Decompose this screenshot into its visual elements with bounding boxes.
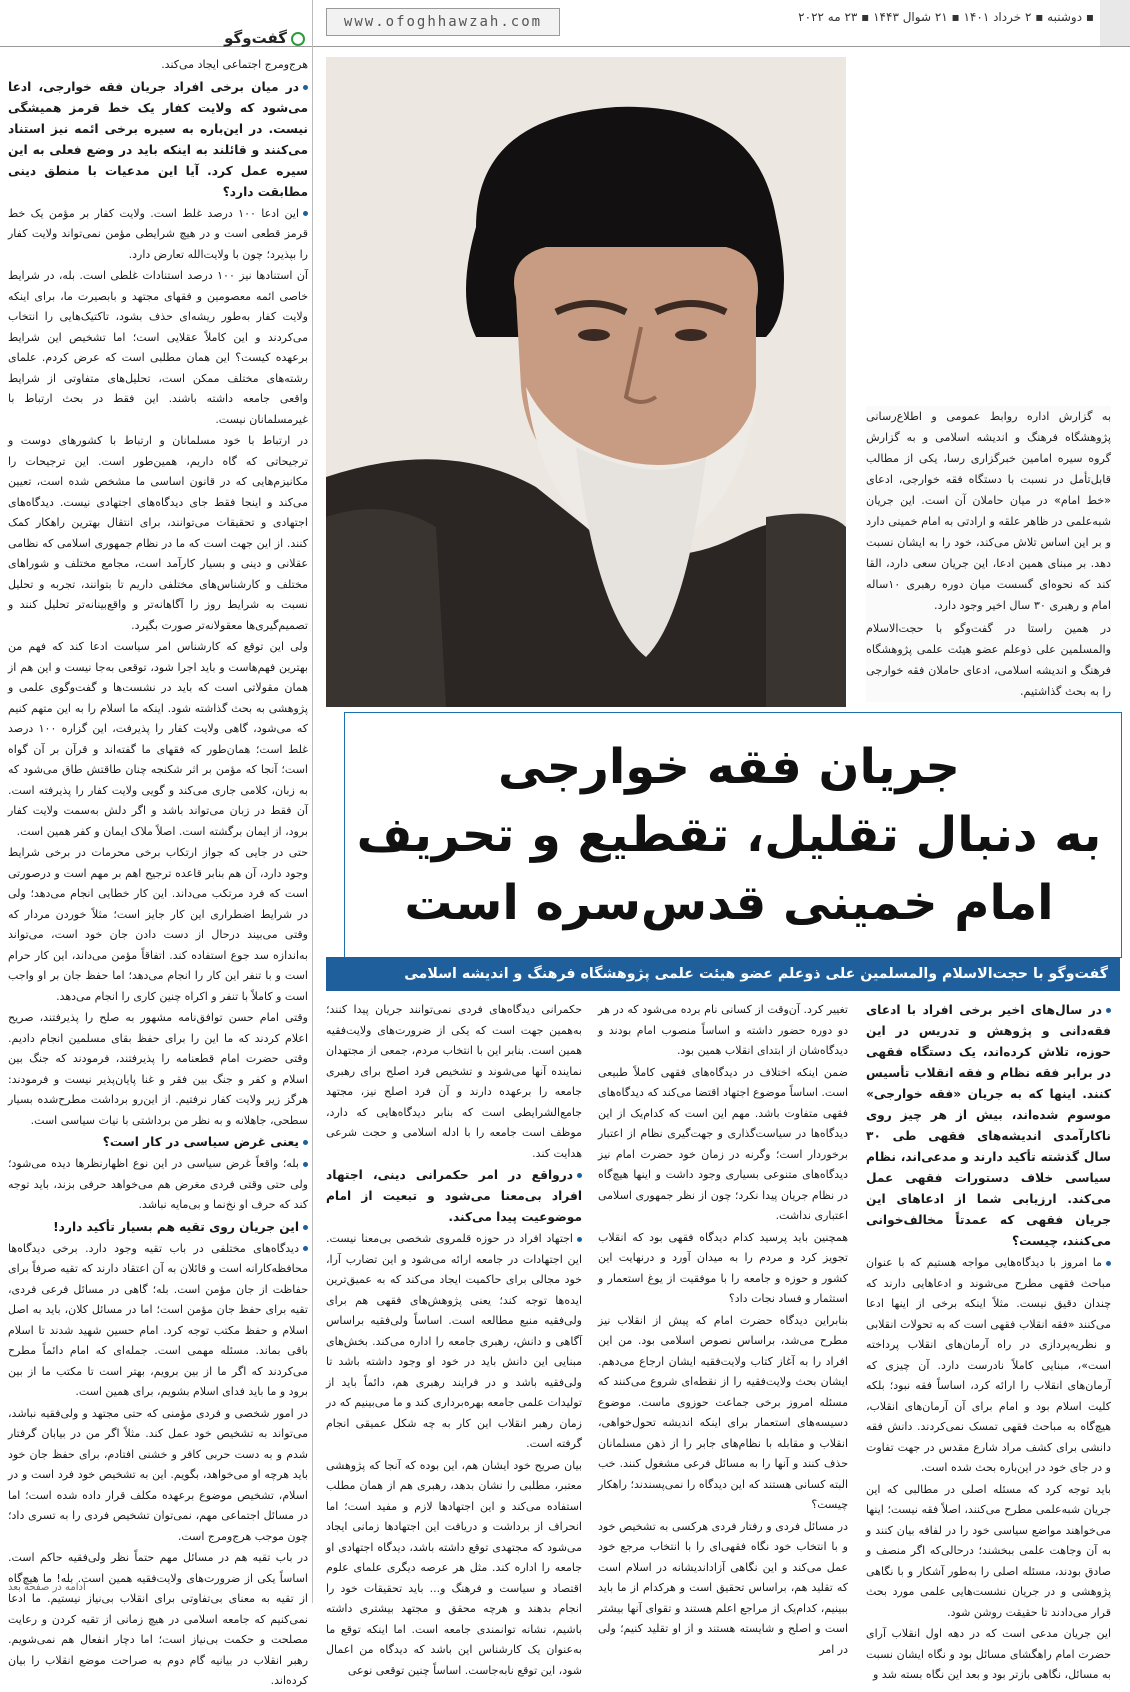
column-divider [312,0,313,1603]
bullet-icon [303,1246,308,1251]
paragraph: وقتی امام حسن توافق‌نامه مشهور به صلح را پذیرفتند، صریح اعلام کردند که ما این را برای حفظ بقای مسلمین انجام دادیم. وقتی حضرت امام قطعنامه را پذیرفتند، فرمودند که جنگ بین اسلام و کفر و جنگ بین فقر و غنا پایان‌پذیر نیست و فرمودند: هرگز زیر ولایت کفار نرفتیم. از این‌رو برداشت مطرح‌شده بسیار سطحی، جاهلانه و به نظر من برداشتی با نیات سیاسی است. [8,1011,308,1127]
headline [345,733,1121,937]
bullet-icon [303,211,308,216]
article-column-3 [326,1000,582,1677]
portrait-illustration [326,57,846,707]
question [8,1132,308,1153]
intro-box [866,406,1111,702]
paragraph [8,1154,308,1216]
continued-note: ادامه در صفحه بعد [8,1582,86,1593]
page-corner-box [1100,0,1130,46]
headline-box [344,712,1122,958]
question-text: این جریان روی تقیه هم بسیار تأکید دارد! [53,1219,299,1234]
bullet-icon [303,1162,308,1167]
paragraph: ولی این توقع که کارشناس امر سیاست ادعا کند که فهم من بهترین فهم‌هاست و باید اجرا شود، توقعی به‌جا نیست و این هم از همان مقولاتی است که باید در نشست‌ها و گفت‌وگوی علمی و پژوهشی به بحث گذاشته شود. اینکه ما اسلام را به این متهم کنیم که می‌شود، گاهی ولایت کفار را پذیرفت، این گزاره ۱۰۰ درصد غلط است؛ همان‌طور که فقهای ما گفته‌اند و قرآن بر آن گواه است؛ آنجا که مؤمن بر اثر شکنجه چنان طاقتش طاق می‌شود که به زبان، کلامی جاری می‌کند و گویی ولایت کفار را پذیرفته است. آن فقط در زبان می‌تواند باشد و اگر دلش به‌سمت ولایت کفار برود، از ایمان برگشته است. اصلاً ملاک ایمان و کفر همین است. [8,640,309,838]
section-dot-icon [291,32,305,46]
paragraph: ضمن اینکه اختلاف در دیدگاه‌های فقهی کاملاً طبیعی است. اساساً موضوع اجتهاد اقتضا می‌کند که دیدگاه‌های فقهی متفاوت باشد. مهم این است که کدام‌یک از این دیدگاه‌ها در سیاست‌گذاری و جهت‌گیری نظام از اعتبار برخوردار است؛ وگرنه در زمان خود حضرت امام نیز دیدگاه‌های متنوعی بسیاری وجود داشت و اینها هیچ‌گاه در نظام جریان پیدا نکرد؛ چون از نظر جمهوری اسلامی اعتباری نداشت. [598,1065,848,1222]
paragraph: در امور شخصی و فردی مؤمنی که حتی مجتهد و ولی‌فقیه نباشد، می‌تواند به تشخیص خود عمل کند. مثلاً اگر من در بیابان گرفتار شدم و به دست حربی کافر و خشنی افتادم، برای حفظ جان خود باید هرچه او می‌خواهد، بگویم. این به تشخیص خود فرد است و در اسلام، تشخیص موضوع برعهده مکلف قرار داده شده است؛ اما در مسائل اجتماعی مهم، نمی‌توان تشخیص فردی را به تسری داد؛ چون موجب هرج‌ومرج است. [8,1406,308,1543]
paragraph: این جریان مدعی است که در دهه اول انقلاب آرای حضرت امام راهگشای مسائل بود و نگاه ایشان نسبت به مسائل، نگاهی بازتر بود و بعد این نگاه بسته شد و [866,1627,1111,1681]
paragraph: همچنین باید پرسید کدام دیدگاه فقهی بود که انقلاب تجویز کرد و مردم را به میدان آورد و درنهایت این کشور و حوزه و جامعه را با موفقیت از یوغ استعمار و استثمار و فساد نجات داد؟ [598,1230,848,1305]
headline-line: امام خمینی قدس‌سره است [404,875,1054,931]
paragraph: آن استنادها نیز ۱۰۰ درصد استنادات غلطی است. بله، در شرایط خاصی ائمه معصومین و فقهای مجتهد و بابصیرت ما، برای اینکه ولایت کفار به‌طور ریشه‌ای حذف بشود، تاکتیک‌هایی را انتخاب می‌کردند و این کاملاً عقلایی است؛ اما تشخیص این شرایط برعهده کیست؟ این همان مطلبی است که عرض کردم. علمای رشته‌های مختلف ممکن است، تحلیل‌های متفاوتی از شرایط واقعی جامعه داشته باشند. این فقط در بحث ارتباط با غیرمسلمانان نیست. [8,269,308,426]
bullet-icon [1106,1261,1111,1266]
question-text: یعنی غرض سیاسی در کار است؟ [102,1135,299,1149]
paragraph: بیان صریح خود ایشان هم، این بوده که آنجا که پژوهشی معتبر، مطلبی را نشان بدهد، رهبری هم از همان مطلب استفاده می‌کند و این اجتهادها لازم و مفید است؛ اما انحراف از برداشت و دریافت این اجتهادها زمانی ایجاد می‌شود که مجتهدی توقع داشته باشد، دیدگاه اجتهادی او جامعه را اداره کند. مثل هر عرصه دیگری علمای علوم اقتصاد و سیاست و فرهنگ و... باید تحقیقات خود را انجام بدهند و هرچه محقق و مجتهد بیشتری داشته باشیم، نشانه توانمندی جامعه است. اما اینکه توقع ما به‌عنوان یک کارشناس این باشد که دیدگاه من اعمال شود، این توقع نابه‌جاست. اساساً چنین توقعی نوعی [326,1458,582,1677]
paragraph: در ارتباط با خود مسلمانان و ارتباط با کشورهای دوست و ترجیحاتی که گاه داریم، همین‌طور است. این ترجیحات را مکانیزم‌هایی که در قانون اساسی ما مشخص شده است، تعیین می‌کند و اینجا فقط جای دیدگاه‌های اجتهادی نیست. دیدگاه‌های اجتهادی و تحقیقات می‌توانند، برای انتقال بهترین راهکار کمک کنند. از این جهت است که ما در نظام جمهوری اسلامی که نظامی عقلانی و دینی و بسیار کارآمد است، مجامع مختلف و شوراهای مختلف و کارشناس‌های مختلفی داریم تا بتوانند، تجربه و تحلیل نسبت به شرایط روز را آگاهانه‌تر و واقع‌بینانه‌تر تحلیل کنند و تصمیم‌گیری‌ها معقولانه‌تر صورت بگیرد. [8,434,308,632]
intro-paragraph: در همین راستا در گفت‌وگو با حجت‌الاسلام والمسلمین علی ذوعلم عضو هیئت علمی پژوهشگاه فرهنگ و اندیشه اسلامی، ادعای حاملان فقه خوارجی را به بحث گذاشتیم. [866,622,1111,698]
paragraph [866,1253,1111,1479]
bullet-icon [303,85,308,90]
paragraph: حتی در جایی که جواز ارتکاب برخی محرمات در برخی شرایط وجود دارد، آن هم بنابر قاعده ترجیح اهم بر مهم است و درصورتی است که فرد مرتکب می‌داند. این کار خطایی انجام می‌دهد؛ ولی در شرایط اضطراری این کار جایز است؛ مثلاً خوردن مردار که وقتی می‌بیند درحال از دست دادن جان خود است، می‌تواند به‌اندازه سد جوع استفاده کند. اتفاقاً مؤمن می‌داند، این کار حرام است و با تنفر این کار را انجام می‌دهد؛ اما حفظ جان بر او واجب است و کاملاً با تنفر و اکراه چنین کاری را انجام می‌دهد. [8,846,308,1003]
question-text: در سال‌های اخیر برخی افراد با ادعای فقه‌دانی و پژوهش و تدریس در این حوزه، تلاش کرده‌اند، یک دستگاه فقهی در برابر فقه نظام و فقه انقلاب تأسیس کنند. اینها که به جریان «فقه خوارجی» موسوم شده‌اند، بیش از هر چیز روی ناکارآمدی اندیشه‌های فقهی طی ۳۰ سال گذشته تأکید دارند و مدعی‌اند، نظام سیاسی خلاف دستورات فقهی عمل می‌کند. ارزیابی شما از ادعاهای این جریان فقهی که عمدتاً مخالف‌خوانی می‌کنند، چیست؟ [866,1003,1111,1248]
paragraph: بنابراین دیدگاه حضرت امام که پیش از انقلاب نیز مطرح می‌شد، براساس نصوص اسلامی بود. من این افراد را به آغاز کتاب ولایت‌فقیه ایشان ارجاع می‌دهم. ایشان بحث ولایت‌فقیه را از نقطه‌ای شروع می‌کنند که مسئله امروز برخی جماعت حوزوی ماست. موضوع دسیسه‌های استعمار برای اینکه اندیشه تحول‌خواهی، انقلاب و مقابله با نظام‌های جابر را از ذهن مسلمانان حذف کنند و آنها را به مسائل فرعی مشغول کنند. خب البته کسانی هستند که این دیدگاه را نمی‌پسندند؛ راهکار چیست؟ [598,1313,848,1511]
question [8,1217,308,1238]
question [866,1000,1111,1252]
paragraph [8,204,308,266]
question [8,77,308,203]
intro-paragraph: به گزارش اداره روابط عمومی و اطلاع‌رسانی پژوهشگاه فرهنگ و اندیشه اسلامی و به گزارش گروه سیره امامین خبرگزاری رسا، یکی از مطالب قابل‌تأمل در نسبت با دستگاه فقه خوارجی، ادعای «خط امام» در میان حاملان آن است. این جریان شبه‌علمی در ظاهر علقه و ارادتی به امام خمینی دارد و بر این اساس تلاش می‌کند، خود را به ایشان نسبت دهد. بر مبنای همین ادعا، این جریان سعی دارد، القا کند که نحوه‌ای گسست میان دوره رهبری ۱۰ساله امام و رهبری ۳۰ سال اخیر وجود دارد. [866,410,1111,612]
bullet-icon [577,1173,582,1178]
paragraph [8,1239,308,1403]
paragraph [326,1229,582,1455]
bullet-icon [303,1225,308,1230]
bullet-icon [1106,1008,1111,1013]
answer-text: بله؛ واقعاً غرض سیاسی در این نوع اظهارنظرها دیده می‌شود؛ ولی حتی وقتی فردی مغرض هم می‌خواهد حرفی بزند، باید توجه کند که حرف او نخ‌نما و بی‌مایه نباشد. [8,1157,308,1211]
paragraph: در باب تقیه هم در مسائل مهم حتماً نظر ولی‌فقیه حاکم است. اساساً یکی از ضرورت‌های ولایت‌فقیه همین است. بله! ما هیچ‌گاه از تقیه به معنای بی‌تفاوتی برای انقلاب بی‌نیاز نیستیم. ما ادعا نمی‌کنیم که جامعه اسلامی در هیچ زمانی از تقیه کردن و رعایت مصلحت و حکمت بی‌نیاز است؛ اما دچار انفعال هم نمی‌شویم. رهبر انقلاب در بیانیه گام دوم به صراحت موضع انقلاب را بیان کرده‌اند. [8,1551,308,1687]
paragraph: باید توجه کرد که مسئله اصلی در مطالبی که این جریان شبه‌علمی مطرح می‌کنند، اصلاً فقه نیست؛ اینها می‌خواهند مواضع سیاسی خود را در لفافه بیان کنند و به آن وجاهت علمی ببخشند؛ درحالی‌که اگر منصف و صادق بودند، مسئله اصلی را به‌طور آشکار و با نگاهی پژوهشی و در جریان نشست‌هایی علمی مورد بحث قرار می‌دادند تا حقیقت روشن شود. [866,1482,1111,1619]
paragraph: در مسائل فردی و رفتار فردی هرکسی به تشخیص خود و با انتخاب خود نگاه فقهی‌ای را با انتخاب مرجع خود عمل می‌کند و این نگاهی آزاداندیشانه در اسلام است که تقلید هم، براساس تحقیق است و هرکدام از ما باید ببینیم، کدام‌یک از مراجع اعلم هستند و تقوای آنها بیشتر است و اصلح و شایسته هستند و از او تقلید کنیم؛ ولی در امر [598,1519,848,1656]
answer-text: ما امروز با دیدگاه‌هایی مواجه هستیم که با عنوان مباحث فقهی مطرح می‌شوند و ادعاهایی دارند که چندان دقیق نیست. مثلاً اینکه برخی از اینها ادعا می‌کنند «فقه انقلاب فقهی است که به تحولات انقلابی و نظریه‌پردازی در راه آرمان‌های انقلاب پرداخته است»، مبنایی کاملاً نادرست دارد. آن چیزی که آرمان‌های انقلاب را ارائه کرد، اساساً فقه نبود؛ بلکه کلیت اسلام بود و امام برای آن آرمان‌های انقلاب، هیچ‌گاه به مباحث فقهی تمسک نمی‌کردند. دانش فقه دانشی برای کشف مراد شارع مقدس در جهت تفاوت و در جای خود در این‌باره بحث شده است. [866,1256,1111,1474]
question-text: درواقع در امر حکمرانی دینی، اجتهاد افراد بی‌معنا می‌شود و تبعیت از امام موضوعیت پیدا می‌کند. [326,1168,582,1224]
bullet-icon [577,1237,582,1242]
headline-line: به دنبال تقلیل، تقطیع و تحریف [356,807,1102,863]
portrait-photo [326,57,846,707]
section-label: گفت‌وگو [224,29,287,47]
answer-text: اجتهاد افراد در حوزه قلمروی شخصی بی‌معنا نیست. این اجتهادات در جامعه ارائه می‌شود و این تضارب آرا، خود مجالی برای حاکمیت ایجاد می‌کند که به عمیق‌ترین ایده‌ها توجه کند؛ یعنی پژوهش‌های فقهی هم برای ولی‌فقیه منبع مطالعه است. اساساً ولی‌فقیه براساس آگاهی و دانش، رهبری جامعه را اداره می‌کند. بخش‌های مبنایی این دانش باید در خود او وجود داشته باشد تا ولی‌فقیه باشد و در فرایند رهبری هم، دائماً باید از تولیدات علمی جامعه بهره‌برداری کند و ما می‌بینیم که در زمان رهبر انقلاب این کار به چه شکل عمیقی انجام گرفته است. [326,1232,582,1450]
question [326,1165,582,1228]
article-column-1 [866,1000,1111,1681]
answer-text: دیدگاه‌های مختلفی در باب تقیه وجود دارد. برخی دیدگاه‌ها محافظه‌کارانه است و قائلان به آن اعتقاد دارند که تقیه صرفاً برای حفاظت از جان مؤمن است. بله؛ گاهی در مسائل فرعی فردی، تقیه برای حفظ جان مؤمن است؛ اما در مسائل کلان، باید به اصل اسلام و حفظ مکتب توجه کرد. امام حسین شهید شدند تا اسلام باقی بماند. مسئله مهمی است. جمله‌ای که امام دائماً مطرح می‌کردند که اگر ما از بین برویم، بهتر است تا مکتب ما از بین برود و ما باید فدای اسلام بشویم، برای همین است. [8,1241,308,1398]
subtitle-bar: گفت‌وگو با حجت‌الاسلام والمسلمین علی ذوعلم عضو هیئت علمی پژوهشگاه فرهنگ و اندیشه اسلامی [326,957,1120,991]
answer-text: این ادعا ۱۰۰ درصد غلط است. ولایت کفار بر مؤمن یک خط قرمز قطعی است و در هیچ شرایطی مؤمن نمی‌تواند ولایت کفار را بپذیرد؛ چون با ولایت‌الله تعارض دارد. [8,206,308,261]
header-rule [0,46,1130,47]
site-url[interactable]: www.ofoghhawzah.com [326,8,560,36]
paragraph: تغییر کرد. آن‌وقت از کسانی نام برده می‌شود که در هر دو دوره حضور داشته و اساساً منصوب امام بودند و دیدگاه‌شان از ابتدای انقلاب همین بود. [598,1003,848,1057]
paragraph: حکمرانی دیدگاه‌های فردی نمی‌توانند جریان پیدا کنند؛ به‌همین جهت است که یکی از ضرورت‌های ولایت‌فقیه همین است. بنابر این با انتخاب مردم، جمعی از مجتهدان نماینده آنها می‌شوند و تشخیص فرد اصلح برای رهبری جامعه را برعهده دارند و آن فرد اصلح نیز، مجتهد جامع‌الشرایطی است که بنابر دیدگاه‌هایی که دارد، موظف است جامعه را با ادله اسلامی و حجت شرعی هدایت کند. [326,1003,582,1160]
headline-line: جریان فقه خوارجی [498,739,960,795]
article-column-2 [598,1000,848,1656]
section-title [195,29,305,51]
paragraph: هرج‌ومرج اجتماعی ایجاد می‌کند. [161,58,308,71]
bullet-icon [303,1140,308,1145]
question-text: در میان برخی افراد جریان فقه خوارجی، ادعا می‌شود که ولایت کفار یک خط قرمز همیشگی نیست. در این‌باره به سیره برخی ائمه نیز استناد می‌کنند و قائلند به اینکه باید در وضع فعلی به این سیره عمل کرد. آیا این مدعیات با منطق دینی مطابقت دارد؟ [8,79,308,199]
dateline: ▪ دوشنبه ▪ ۲ خرداد ۱۴۰۱ ▪ ۲۱ شوال ۱۴۴۳ ▪ ۲۳ مه ۲۰۲۲ [798,10,1094,24]
